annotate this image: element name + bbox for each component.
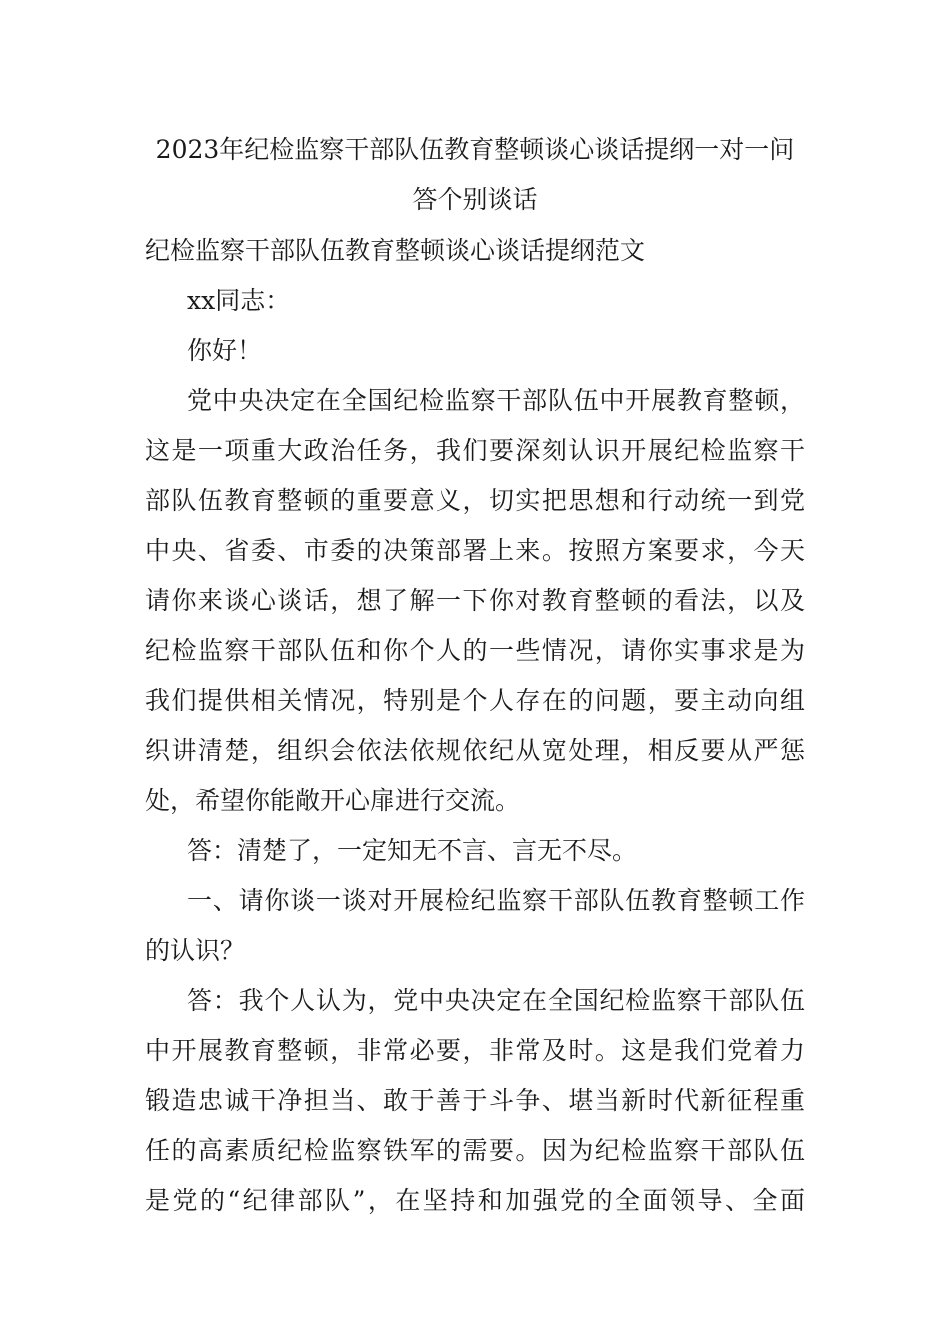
answer-paragraph-line: 答：我个人认为，党中央决定在全国纪检监察干部队伍 [187, 986, 805, 1015]
answer-line: 答：清楚了，一定知无不言、言无不尽。 [187, 836, 638, 865]
answer-paragraph-line: 锻造忠诚干净担当、敢于善于斗争、堪当新时代新征程重 [145, 1086, 805, 1115]
document-subtitle: 纪检监察干部队伍教育整顿谈心谈话提纲范文 [145, 236, 646, 265]
paragraph-line: 处，希望你能敞开心扉进行交流。 [145, 786, 521, 815]
greeting: 你好！ [187, 336, 263, 365]
answer-paragraph-line: 是党的“纪律部队”，在坚持和加强党的全面领导、全面 [145, 1186, 805, 1215]
answer-paragraph-line: 中开展教育整顿，非常必要，非常及时。这是我们党着力 [145, 1036, 805, 1065]
salutation: xx同志： [187, 286, 291, 315]
paragraph-line: 请你来谈心谈话，想了解一下你对教育整顿的看法，以及 [145, 586, 805, 615]
document-title-line-1: 2023年纪检监察干部队伍教育整顿谈心谈话提纲一对一问 [155, 135, 795, 164]
document-title-line-2: 答个别谈话 [412, 185, 538, 214]
paragraph-line: 我们提供相关情况，特别是个人存在的问题，要主动向组 [145, 686, 805, 715]
paragraph-line: 这是一项重大政治任务，我们要深刻认识开展纪检监察干 [145, 436, 805, 465]
paragraph-line: 中央、省委、市委的决策部署上来。按照方案要求，今天 [145, 536, 805, 565]
answer-paragraph-line: 任的高素质纪检监察铁军的需要。因为纪检监察干部队伍 [145, 1136, 805, 1165]
paragraph-line: 党中央决定在全国纪检监察干部队伍中开展教育整顿， [187, 386, 805, 415]
question-line: 一、请你谈一谈对开展检纪监察干部队伍教育整顿工作 [187, 886, 805, 915]
question-line: 的认识？ [145, 936, 246, 965]
paragraph-line: 部队伍教育整顿的重要意义，切实把思想和行动统一到党 [145, 486, 805, 515]
paragraph-line: 纪检监察干部队伍和你个人的一些情况，请你实事求是为 [145, 636, 805, 665]
paragraph-line: 织讲清楚，组织会依法依规依纪从宽处理，相反要从严惩 [145, 736, 805, 765]
